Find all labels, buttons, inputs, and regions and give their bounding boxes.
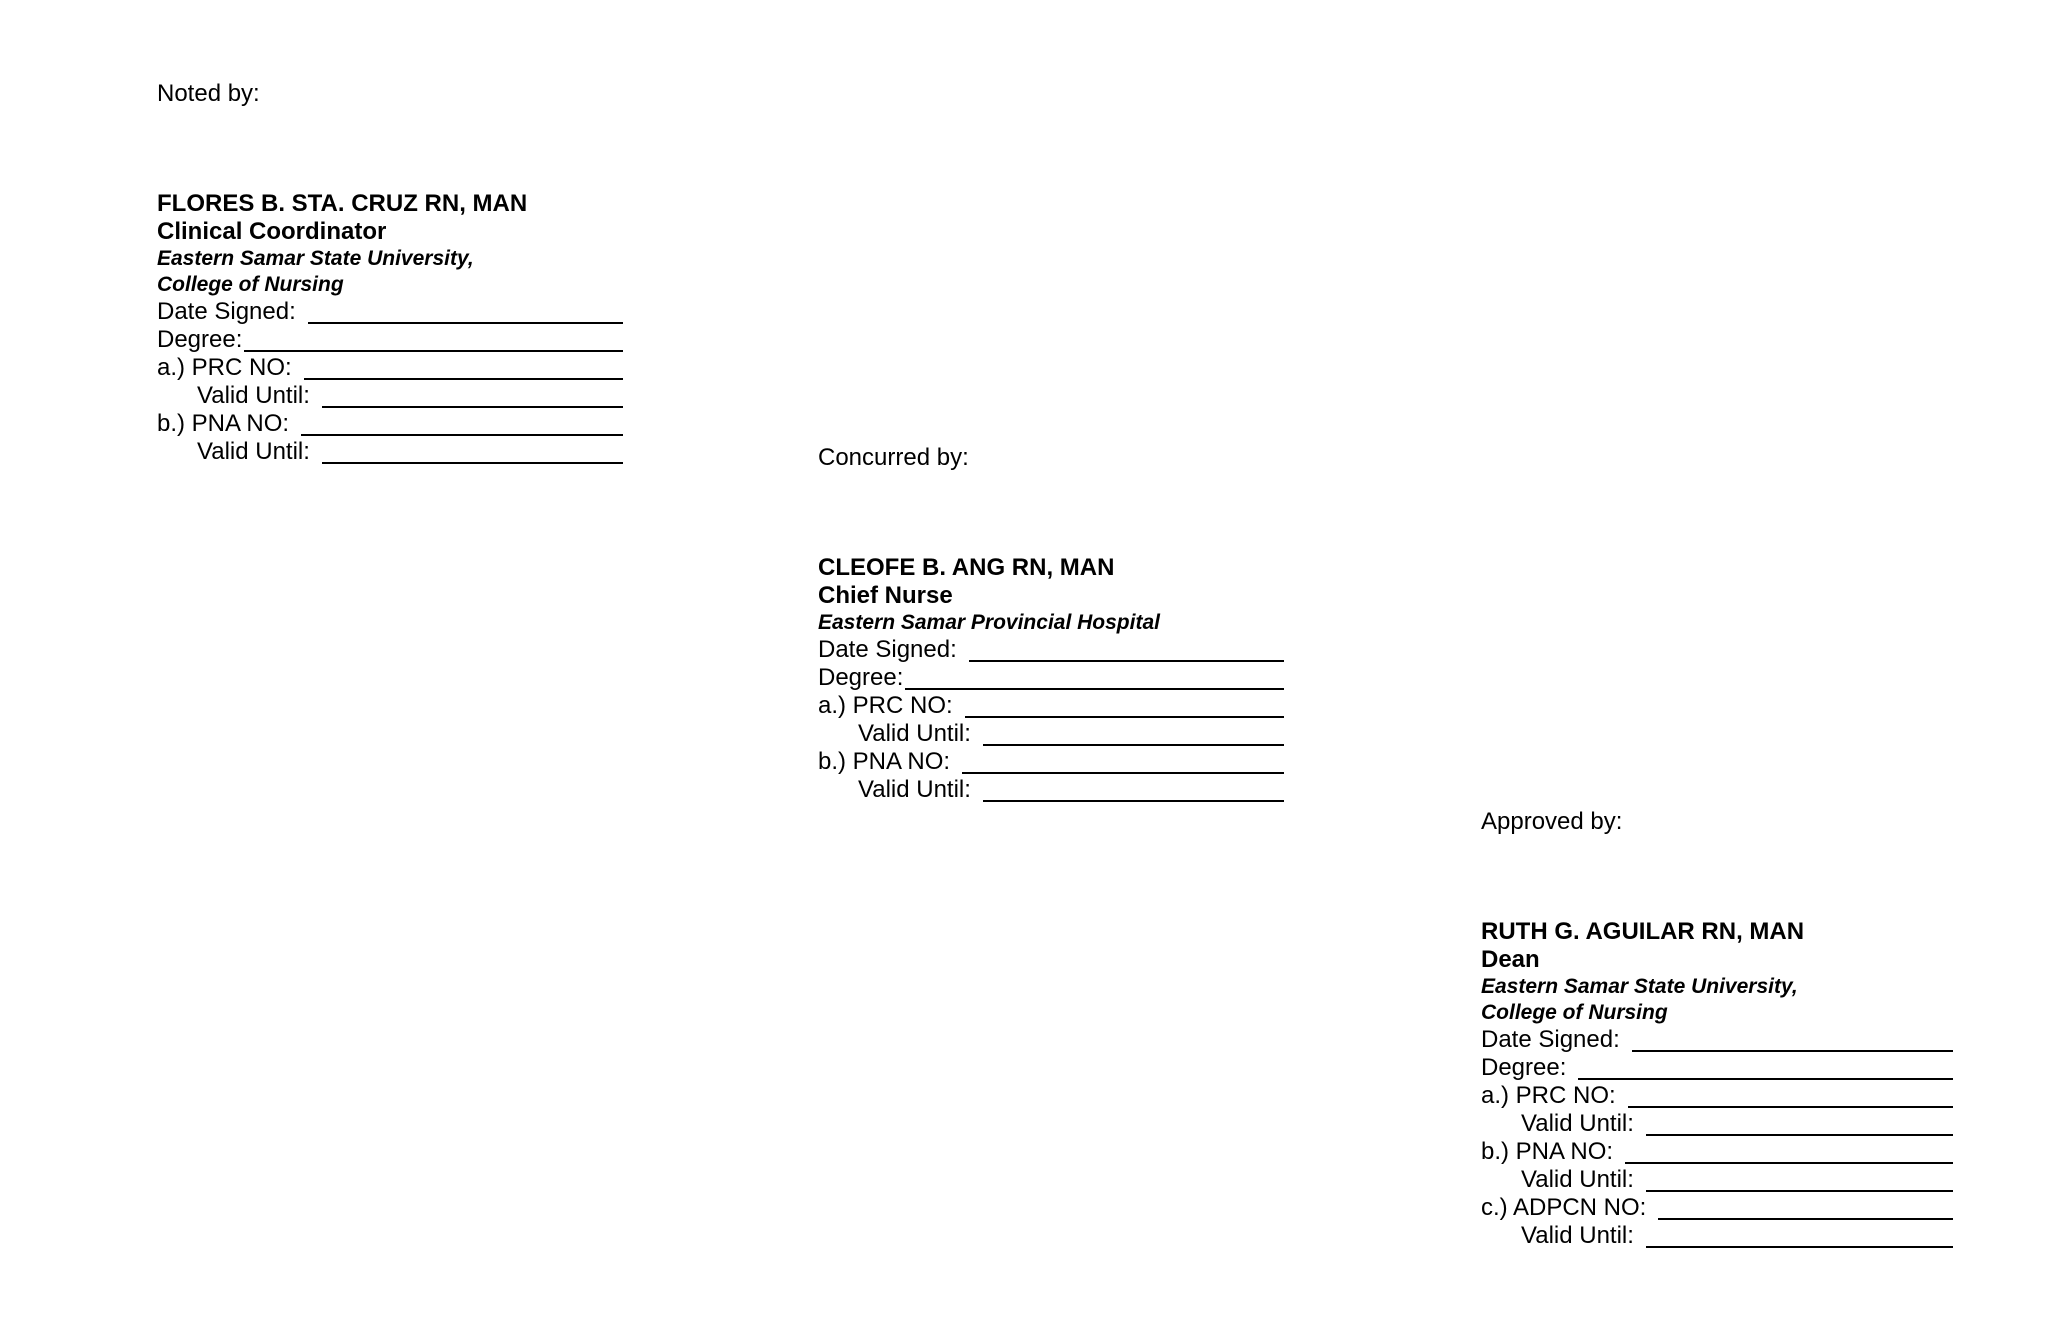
date-signed-label: Date Signed: [157,298,296,325]
prc-no-line[interactable] [304,355,623,380]
prc-no-line[interactable] [1628,1083,1953,1108]
pna-no-label: b.) PNA NO: [1481,1138,1614,1165]
date-signed-line[interactable] [308,299,623,324]
pna-valid-until-line[interactable] [1646,1167,1953,1192]
degree-field[interactable] [157,326,623,354]
adpcn-valid-until-field[interactable] [1481,1222,1953,1250]
date-signed-line[interactable] [1632,1027,1953,1052]
degree-line[interactable] [244,327,623,352]
date-signed-field[interactable] [157,298,623,326]
pna-no-line[interactable] [962,749,1284,774]
pna-valid-until-label: Valid Until: [858,776,971,803]
prc-no-field[interactable] [1481,1082,1953,1110]
signatory-name: CLEOFE B. ANG RN, MAN [818,554,1115,581]
prc-valid-until-label: Valid Until: [858,720,971,747]
signatory-institution: Eastern Samar State University, [157,247,474,270]
prc-valid-until-line[interactable] [983,721,1284,746]
date-signed-label: Date Signed: [818,636,957,663]
date-signed-line[interactable] [969,637,1284,662]
degree-line[interactable] [905,665,1284,690]
pna-valid-until-line[interactable] [322,439,623,464]
prc-valid-until-label: Valid Until: [1521,1110,1634,1137]
approved-by-block [1481,808,1961,1250]
adpcn-no-label: c.) ADPCN NO: [1481,1194,1647,1221]
signatory-name: RUTH G. AGUILAR RN, MAN [1481,918,1805,945]
pna-valid-until-line[interactable] [983,777,1284,802]
prc-no-field[interactable] [157,354,623,382]
prc-no-field[interactable] [818,692,1284,720]
date-signed-label: Date Signed: [1481,1026,1620,1053]
signatory-title: Dean [1481,946,1540,973]
pna-valid-until-field[interactable] [157,438,623,466]
pna-valid-until-field[interactable] [1481,1166,1953,1194]
prc-valid-until-field[interactable] [157,382,623,410]
prc-valid-until-line[interactable] [322,383,623,408]
concurred-by-block [818,444,1298,804]
pna-valid-until-field[interactable] [818,776,1284,804]
prc-no-label: a.) PRC NO: [1481,1082,1616,1109]
degree-label: Degree: [157,326,243,353]
noted-by-block [157,80,637,466]
prc-no-label: a.) PRC NO: [818,692,953,719]
prc-valid-until-line[interactable] [1646,1111,1953,1136]
signatory-institution-college: College of Nursing [157,273,344,296]
adpcn-valid-until-line[interactable] [1646,1223,1953,1248]
prc-no-label: a.) PRC NO: [157,354,292,381]
adpcn-no-line[interactable] [1658,1195,1953,1220]
degree-field[interactable] [1481,1054,1953,1082]
noted-by-heading: Noted by: [157,80,260,107]
date-signed-field[interactable] [818,636,1284,664]
signatory-institution-college: College of Nursing [1481,1001,1668,1024]
pna-no-line[interactable] [1625,1139,1953,1164]
prc-no-line[interactable] [965,693,1284,718]
pna-no-label: b.) PNA NO: [157,410,290,437]
prc-valid-until-label: Valid Until: [197,382,310,409]
adpcn-valid-until-label: Valid Until: [1521,1222,1634,1249]
adpcn-no-field[interactable] [1481,1194,1953,1222]
approved-by-heading: Approved by: [1481,808,1623,835]
signatory-title: Clinical Coordinator [157,218,387,245]
degree-label: Degree: [818,664,904,691]
signatory-name: FLORES B. STA. CRUZ RN, MAN [157,190,528,217]
signatory-title: Chief Nurse [818,582,953,609]
prc-valid-until-field[interactable] [818,720,1284,748]
degree-field[interactable] [818,664,1284,692]
prc-valid-until-field[interactable] [1481,1110,1953,1138]
pna-valid-until-label: Valid Until: [1521,1166,1634,1193]
pna-no-field[interactable] [818,748,1284,776]
concurred-by-heading: Concurred by: [818,444,969,471]
pna-no-field[interactable] [1481,1138,1953,1166]
pna-no-line[interactable] [301,411,623,436]
degree-label: Degree: [1481,1054,1567,1081]
date-signed-field[interactable] [1481,1026,1953,1054]
pna-no-field[interactable] [157,410,623,438]
signatory-institution: Eastern Samar Provincial Hospital [818,611,1160,634]
degree-line[interactable] [1578,1055,1953,1080]
signatory-institution: Eastern Samar State University, [1481,975,1798,998]
pna-no-label: b.) PNA NO: [818,748,951,775]
pna-valid-until-label: Valid Until: [197,438,310,465]
